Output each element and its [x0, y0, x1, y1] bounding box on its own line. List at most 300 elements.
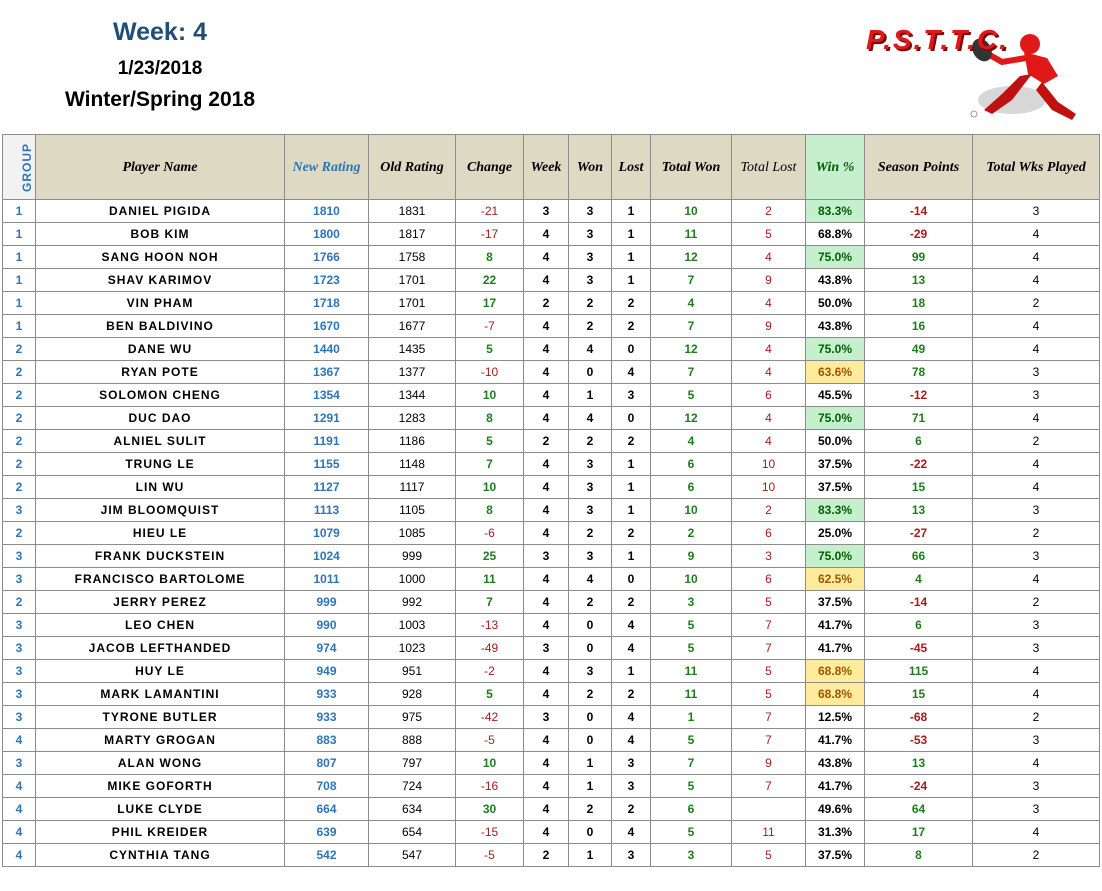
- new-rating-cell: 807: [285, 752, 369, 775]
- week-cell: 2: [524, 844, 569, 867]
- player-name-cell: TYRONE BUTLER: [36, 706, 285, 729]
- won-cell: 0: [569, 706, 612, 729]
- total-wks-cell: 3: [973, 384, 1100, 407]
- week-cell: 4: [524, 821, 569, 844]
- total-won-cell: 6: [651, 476, 732, 499]
- col-total-lost[interactable]: Total Lost: [732, 135, 806, 200]
- total-wks-cell: 2: [973, 706, 1100, 729]
- win-pct-cell: 31.3%: [806, 821, 865, 844]
- old-rating-cell: 634: [369, 798, 456, 821]
- season-label: Winter/Spring 2018: [64, 88, 256, 111]
- player-name-cell: SHAV KARIMOV: [36, 269, 285, 292]
- table-row: [3, 545, 1100, 568]
- new-rating-cell: 949: [285, 660, 369, 683]
- lost-cell: 1: [612, 269, 651, 292]
- table-row: [3, 821, 1100, 844]
- new-rating-cell: 933: [285, 706, 369, 729]
- new-rating-cell: 933: [285, 683, 369, 706]
- club-logo: [862, 18, 1092, 130]
- new-rating-cell: 708: [285, 775, 369, 798]
- standings-table: [2, 134, 1100, 867]
- lost-cell: 4: [612, 821, 651, 844]
- total-lost-cell: [732, 798, 806, 821]
- win-pct-cell: 41.7%: [806, 637, 865, 660]
- table-row: [3, 591, 1100, 614]
- group-cell: 3: [3, 614, 36, 637]
- player-name-cell: RYAN POTE: [36, 361, 285, 384]
- group-cell: 3: [3, 568, 36, 591]
- old-rating-cell: 1344: [369, 384, 456, 407]
- win-pct-cell: 43.8%: [806, 752, 865, 775]
- player-name-cell: ALNIEL SULIT: [36, 430, 285, 453]
- table-row: [3, 453, 1100, 476]
- total-wks-cell: 4: [973, 269, 1100, 292]
- new-rating-cell: 1718: [285, 292, 369, 315]
- player-name-cell: BEN BALDIVINO: [36, 315, 285, 338]
- lost-cell: 1: [612, 246, 651, 269]
- new-rating-cell: 974: [285, 637, 369, 660]
- lost-cell: 1: [612, 453, 651, 476]
- season-points-cell: 13: [865, 269, 973, 292]
- lost-cell: 3: [612, 384, 651, 407]
- win-pct-cell: 49.6%: [806, 798, 865, 821]
- season-points-cell: -45: [865, 637, 973, 660]
- table-row: [3, 499, 1100, 522]
- old-rating-cell: 1105: [369, 499, 456, 522]
- total-lost-cell: 4: [732, 292, 806, 315]
- player-name-cell: JIM BLOOMQUIST: [36, 499, 285, 522]
- group-cell: 3: [3, 499, 36, 522]
- win-pct-cell: 12.5%: [806, 706, 865, 729]
- total-won-cell: 5: [651, 775, 732, 798]
- win-pct-cell: 68.8%: [806, 683, 865, 706]
- won-cell: 3: [569, 476, 612, 499]
- total-lost-cell: 4: [732, 407, 806, 430]
- win-pct-cell: 68.8%: [806, 223, 865, 246]
- change-cell: 11: [456, 568, 524, 591]
- col-player-name[interactable]: Player Name: [36, 135, 285, 200]
- old-rating-cell: 1817: [369, 223, 456, 246]
- won-cell: 1: [569, 775, 612, 798]
- week-cell: 4: [524, 453, 569, 476]
- lost-cell: 2: [612, 522, 651, 545]
- week-cell: 4: [524, 246, 569, 269]
- new-rating-cell: 1079: [285, 522, 369, 545]
- total-lost-cell: 3: [732, 545, 806, 568]
- table-row: [3, 223, 1100, 246]
- season-points-cell: 13: [865, 752, 973, 775]
- win-pct-cell: 45.5%: [806, 384, 865, 407]
- season-points-cell: -22: [865, 453, 973, 476]
- won-cell: 4: [569, 568, 612, 591]
- total-wks-cell: 3: [973, 729, 1100, 752]
- new-rating-cell: 1367: [285, 361, 369, 384]
- total-wks-cell: 3: [973, 775, 1100, 798]
- group-cell: 1: [3, 246, 36, 269]
- table-row: [3, 338, 1100, 361]
- won-cell: 4: [569, 338, 612, 361]
- player-name-cell: PHIL KREIDER: [36, 821, 285, 844]
- total-lost-cell: 7: [732, 729, 806, 752]
- lost-cell: 0: [612, 568, 651, 591]
- date-label: 1/23/2018: [117, 58, 203, 79]
- col-season-points[interactable]: Season Points: [865, 135, 973, 200]
- lost-cell: 1: [612, 200, 651, 223]
- player-name-cell: DANIEL PIGIDA: [36, 200, 285, 223]
- season-points-cell: -24: [865, 775, 973, 798]
- col-new-rating[interactable]: New Rating: [285, 135, 369, 200]
- total-won-cell: 6: [651, 453, 732, 476]
- total-wks-cell: 4: [973, 821, 1100, 844]
- player-name-cell: VIN PHAM: [36, 292, 285, 315]
- total-wks-cell: 3: [973, 200, 1100, 223]
- won-cell: 2: [569, 798, 612, 821]
- group-cell: 1: [3, 200, 36, 223]
- win-pct-cell: 62.5%: [806, 568, 865, 591]
- group-cell: 4: [3, 821, 36, 844]
- total-won-cell: 10: [651, 568, 732, 591]
- total-won-cell: 10: [651, 499, 732, 522]
- total-won-cell: 3: [651, 844, 732, 867]
- total-wks-cell: 3: [973, 798, 1100, 821]
- change-cell: -10: [456, 361, 524, 384]
- total-won-cell: 5: [651, 614, 732, 637]
- new-rating-cell: 1354: [285, 384, 369, 407]
- total-won-cell: 5: [651, 729, 732, 752]
- group-cell: 2: [3, 476, 36, 499]
- total-lost-cell: 6: [732, 384, 806, 407]
- win-pct-cell: 41.7%: [806, 614, 865, 637]
- player-name-cell: LIN WU: [36, 476, 285, 499]
- page-header: [0, 0, 1102, 134]
- total-won-cell: 7: [651, 269, 732, 292]
- change-cell: 10: [456, 384, 524, 407]
- new-rating-cell: 664: [285, 798, 369, 821]
- change-cell: -21: [456, 200, 524, 223]
- week-cell: 4: [524, 683, 569, 706]
- old-rating-cell: 1831: [369, 200, 456, 223]
- group-cell: 2: [3, 361, 36, 384]
- total-won-cell: 11: [651, 660, 732, 683]
- logo-text: P.S.T.T.C.: [866, 24, 1009, 55]
- table-row: [3, 614, 1100, 637]
- lost-cell: 1: [612, 660, 651, 683]
- player-name-cell: ALAN WONG: [36, 752, 285, 775]
- col-week[interactable]: Week: [524, 135, 569, 200]
- win-pct-cell: 37.5%: [806, 844, 865, 867]
- week-cell: 3: [524, 545, 569, 568]
- change-cell: 7: [456, 591, 524, 614]
- lost-cell: 2: [612, 292, 651, 315]
- table-row: [3, 200, 1100, 223]
- old-rating-cell: 1186: [369, 430, 456, 453]
- group-cell: 2: [3, 430, 36, 453]
- group-cell: 3: [3, 683, 36, 706]
- change-cell: -5: [456, 844, 524, 867]
- win-pct-cell: 41.7%: [806, 729, 865, 752]
- group-cell: 2: [3, 407, 36, 430]
- total-won-cell: 3: [651, 591, 732, 614]
- week-cell: 4: [524, 568, 569, 591]
- col-change[interactable]: Change: [456, 135, 524, 200]
- new-rating-cell: 1024: [285, 545, 369, 568]
- old-rating-cell: 975: [369, 706, 456, 729]
- total-lost-cell: 5: [732, 683, 806, 706]
- new-rating-cell: 1440: [285, 338, 369, 361]
- player-name-cell: SANG HOON NOH: [36, 246, 285, 269]
- win-pct-cell: 75.0%: [806, 407, 865, 430]
- standings-body: [3, 200, 1100, 867]
- new-rating-cell: 1113: [285, 499, 369, 522]
- new-rating-cell: 1155: [285, 453, 369, 476]
- total-wks-cell: 4: [973, 407, 1100, 430]
- old-rating-cell: 1701: [369, 292, 456, 315]
- total-lost-cell: 5: [732, 591, 806, 614]
- season-points-cell: -68: [865, 706, 973, 729]
- new-rating-cell: 1011: [285, 568, 369, 591]
- won-cell: 3: [569, 545, 612, 568]
- table-row: [3, 407, 1100, 430]
- new-rating-cell: 990: [285, 614, 369, 637]
- won-cell: 1: [569, 752, 612, 775]
- col-group-label: GROUP: [20, 142, 35, 192]
- change-cell: -17: [456, 223, 524, 246]
- player-name-cell: CYNTHIA TANG: [36, 844, 285, 867]
- total-lost-cell: 4: [732, 338, 806, 361]
- week-cell: 4: [524, 798, 569, 821]
- table-row: [3, 844, 1100, 867]
- table-row: [3, 269, 1100, 292]
- win-pct-cell: 43.8%: [806, 269, 865, 292]
- player-name-cell: MARK LAMANTINI: [36, 683, 285, 706]
- lost-cell: 4: [612, 706, 651, 729]
- total-won-cell: 4: [651, 430, 732, 453]
- player-name-cell: MARTY GROGAN: [36, 729, 285, 752]
- table-row: [3, 384, 1100, 407]
- change-cell: 17: [456, 292, 524, 315]
- win-pct-cell: 75.0%: [806, 338, 865, 361]
- table-row: [3, 315, 1100, 338]
- col-group[interactable]: [3, 135, 36, 200]
- win-pct-cell: 75.0%: [806, 246, 865, 269]
- group-cell: 4: [3, 844, 36, 867]
- new-rating-cell: 1127: [285, 476, 369, 499]
- group-cell: 1: [3, 223, 36, 246]
- total-wks-cell: 4: [973, 223, 1100, 246]
- total-lost-cell: 11: [732, 821, 806, 844]
- col-total-wks-played[interactable]: Total Wks Played: [973, 135, 1100, 200]
- won-cell: 0: [569, 821, 612, 844]
- change-cell: -15: [456, 821, 524, 844]
- season-points-cell: -29: [865, 223, 973, 246]
- table-row: [3, 476, 1100, 499]
- lost-cell: 1: [612, 476, 651, 499]
- win-pct-cell: 63.6%: [806, 361, 865, 384]
- player-name-cell: DUC DAO: [36, 407, 285, 430]
- week-cell: 4: [524, 315, 569, 338]
- old-rating-cell: 1435: [369, 338, 456, 361]
- win-pct-cell: 37.5%: [806, 476, 865, 499]
- won-cell: 3: [569, 246, 612, 269]
- group-cell: 2: [3, 338, 36, 361]
- change-cell: 7: [456, 453, 524, 476]
- table-row: [3, 568, 1100, 591]
- total-won-cell: 12: [651, 246, 732, 269]
- group-cell: 2: [3, 384, 36, 407]
- win-pct-cell: 37.5%: [806, 453, 865, 476]
- change-cell: 10: [456, 752, 524, 775]
- total-wks-cell: 4: [973, 476, 1100, 499]
- total-lost-cell: 7: [732, 706, 806, 729]
- win-pct-cell: 50.0%: [806, 430, 865, 453]
- season-points-cell: 66: [865, 545, 973, 568]
- change-cell: 5: [456, 338, 524, 361]
- season-points-cell: 78: [865, 361, 973, 384]
- old-rating-cell: 1677: [369, 315, 456, 338]
- total-wks-cell: 3: [973, 499, 1100, 522]
- season-points-cell: -14: [865, 200, 973, 223]
- old-rating-cell: 724: [369, 775, 456, 798]
- week-cell: 4: [524, 729, 569, 752]
- total-lost-cell: 2: [732, 499, 806, 522]
- week-cell: 4: [524, 476, 569, 499]
- lost-cell: 2: [612, 315, 651, 338]
- new-rating-cell: 999: [285, 591, 369, 614]
- new-rating-cell: 1291: [285, 407, 369, 430]
- won-cell: 4: [569, 407, 612, 430]
- total-lost-cell: 10: [732, 476, 806, 499]
- change-cell: -5: [456, 729, 524, 752]
- col-old-rating[interactable]: Old Rating: [369, 135, 456, 200]
- group-cell: 3: [3, 545, 36, 568]
- player-name-cell: SOLOMON CHENG: [36, 384, 285, 407]
- old-rating-cell: 999: [369, 545, 456, 568]
- table-row: [3, 775, 1100, 798]
- old-rating-cell: 928: [369, 683, 456, 706]
- total-lost-cell: 2: [732, 200, 806, 223]
- total-wks-cell: 4: [973, 752, 1100, 775]
- player-name-cell: HIEU LE: [36, 522, 285, 545]
- season-points-cell: 64: [865, 798, 973, 821]
- old-rating-cell: 888: [369, 729, 456, 752]
- lost-cell: 4: [612, 614, 651, 637]
- table-row: [3, 522, 1100, 545]
- change-cell: -2: [456, 660, 524, 683]
- total-won-cell: 4: [651, 292, 732, 315]
- player-name-cell: HUY LE: [36, 660, 285, 683]
- won-cell: 2: [569, 591, 612, 614]
- won-cell: 1: [569, 384, 612, 407]
- total-lost-cell: 4: [732, 361, 806, 384]
- win-pct-cell: 68.8%: [806, 660, 865, 683]
- season-points-cell: 13: [865, 499, 973, 522]
- week-cell: 2: [524, 292, 569, 315]
- group-cell: 3: [3, 706, 36, 729]
- won-cell: 2: [569, 522, 612, 545]
- win-pct-cell: 83.3%: [806, 200, 865, 223]
- col-total-won[interactable]: Total Won: [651, 135, 732, 200]
- season-points-cell: -12: [865, 384, 973, 407]
- lost-cell: 4: [612, 729, 651, 752]
- old-rating-cell: 992: [369, 591, 456, 614]
- table-row: [3, 430, 1100, 453]
- group-cell: 4: [3, 798, 36, 821]
- week-cell: 4: [524, 223, 569, 246]
- win-pct-cell: 41.7%: [806, 775, 865, 798]
- season-points-cell: 71: [865, 407, 973, 430]
- col-won[interactable]: Won: [569, 135, 612, 200]
- lost-cell: 1: [612, 545, 651, 568]
- lost-cell: 4: [612, 637, 651, 660]
- old-rating-cell: 1283: [369, 407, 456, 430]
- total-lost-cell: 6: [732, 522, 806, 545]
- table-row: [3, 752, 1100, 775]
- group-cell: 1: [3, 315, 36, 338]
- total-wks-cell: 4: [973, 246, 1100, 269]
- change-cell: 25: [456, 545, 524, 568]
- old-rating-cell: 1000: [369, 568, 456, 591]
- old-rating-cell: 797: [369, 752, 456, 775]
- season-points-cell: 18: [865, 292, 973, 315]
- season-points-cell: 16: [865, 315, 973, 338]
- table-row: [3, 292, 1100, 315]
- week-cell: 4: [524, 660, 569, 683]
- season-points-cell: 99: [865, 246, 973, 269]
- old-rating-cell: 1003: [369, 614, 456, 637]
- lost-cell: 4: [612, 361, 651, 384]
- win-pct-cell: 37.5%: [806, 591, 865, 614]
- lost-cell: 1: [612, 499, 651, 522]
- change-cell: 30: [456, 798, 524, 821]
- won-cell: 0: [569, 729, 612, 752]
- col-lost[interactable]: Lost: [612, 135, 651, 200]
- win-pct-cell: 83.3%: [806, 499, 865, 522]
- lost-cell: 0: [612, 338, 651, 361]
- player-name-cell: TRUNG LE: [36, 453, 285, 476]
- change-cell: -7: [456, 315, 524, 338]
- change-cell: 10: [456, 476, 524, 499]
- lost-cell: 3: [612, 775, 651, 798]
- old-rating-cell: 1701: [369, 269, 456, 292]
- change-cell: 8: [456, 246, 524, 269]
- old-rating-cell: 654: [369, 821, 456, 844]
- total-lost-cell: 5: [732, 223, 806, 246]
- change-cell: -49: [456, 637, 524, 660]
- new-rating-cell: 542: [285, 844, 369, 867]
- season-points-cell: 4: [865, 568, 973, 591]
- week-cell: 4: [524, 499, 569, 522]
- week-cell: 3: [524, 200, 569, 223]
- week-cell: 4: [524, 361, 569, 384]
- week-cell: 2: [524, 430, 569, 453]
- change-cell: -13: [456, 614, 524, 637]
- total-won-cell: 7: [651, 315, 732, 338]
- season-points-cell: 6: [865, 430, 973, 453]
- season-points-cell: 15: [865, 683, 973, 706]
- table-row: [3, 683, 1100, 706]
- total-won-cell: 12: [651, 407, 732, 430]
- week-cell: 4: [524, 614, 569, 637]
- total-won-cell: 12: [651, 338, 732, 361]
- season-points-cell: 49: [865, 338, 973, 361]
- col-win-pct[interactable]: Win %: [806, 135, 865, 200]
- won-cell: 2: [569, 292, 612, 315]
- new-rating-cell: 639: [285, 821, 369, 844]
- table-row: [3, 729, 1100, 752]
- total-lost-cell: 9: [732, 269, 806, 292]
- table-row: [3, 637, 1100, 660]
- old-rating-cell: 1023: [369, 637, 456, 660]
